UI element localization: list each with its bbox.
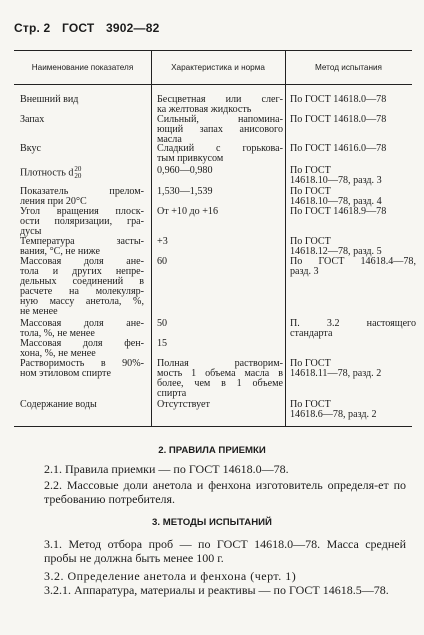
row-spec: Бесцветная или слег- ка желтовая жидкость [157, 94, 283, 115]
table-bottom-rule [14, 426, 412, 427]
section-3-paragraph-3: 3.2.1. Аппаратура, материалы и реактивы — по ГОСТ 14618.5—78. [44, 583, 389, 597]
row-spec: 60 [157, 256, 168, 267]
row-name: Растворимость в 90%- ном этиловом спирте [20, 358, 144, 379]
row-name: Температура заcты- вания, °С, не ниже [20, 236, 144, 257]
row-name: Массовая доля ане- тола и других непре- дельных соединений в расчете на молекуляр- ную массу анетола, %, не менее [20, 256, 144, 317]
column-header-spec: Характеристика и норма [171, 63, 265, 72]
row-method: По ГОСТ 14618.9—78 [290, 206, 387, 217]
row-spec: Сладкий с горькова- тым привкусом [157, 143, 283, 164]
row-name: Массовая доля ане- тола, %, не менее [20, 318, 144, 339]
row-method: По ГОСТ 14618.12—78, разд. 5 [290, 236, 382, 257]
row-name: Массовая доля фен- хона, %, не менее [20, 338, 144, 359]
row-spec: Сильный, напомина- ющий запах анисового масла [157, 114, 283, 145]
row-spec: От +10 до +16 [157, 206, 219, 217]
standard-label: ГОСТ [61, 21, 95, 35]
row-method: По ГОСТ 14618.6—78, разд. 2 [290, 399, 377, 420]
row-spec: 50 [157, 318, 168, 329]
row-method: По ГОСТ 14618.10—78, разд. 4 [290, 186, 382, 207]
row-name: Запах [20, 114, 45, 125]
row-name: Содержание воды [20, 399, 97, 410]
row-method: По ГОСТ 14618.0—78 [290, 114, 387, 125]
standard-number: 3902—82 [106, 21, 160, 35]
column-divider-1 [151, 50, 152, 426]
row-method: По ГОСТ 14618.0—78 [290, 94, 387, 105]
page-header [14, 21, 167, 35]
section-3-paragraph-1: 3.1. Метод отбора проб — по ГОСТ 14618.0—78. Масса средней пробы не должна быть менее 100 г. [44, 537, 406, 565]
row-method: По ГОСТ 14618.4—78, разд. 3 [290, 256, 416, 277]
column-divider-2 [285, 50, 286, 426]
row-method: По ГОСТ 14618.10—78, разд. 3 [290, 165, 382, 186]
row-method: По ГОСТ 14616.0—78 [290, 143, 387, 154]
table-top-rule [14, 50, 412, 51]
row-name: Угол вращения плоск- ости поляризации, гра- дусы [20, 206, 144, 237]
row-name: Внешний вид [20, 94, 79, 105]
column-header-name: Наименование показателя [31, 63, 134, 72]
row-spec: 1,530—1,539 [157, 186, 213, 197]
section-3-paragraph-2: 3.2. Определение анетола и фенхона (черт. 1) [44, 569, 297, 583]
row-spec: 0,960—0,980 [157, 165, 213, 176]
column-header-method: Метод испытания [314, 63, 382, 72]
row-spec: 15 [157, 338, 168, 349]
row-spec: Полная растворим- мость 1 объема масла в более, чем в 1 объеме спирта [157, 358, 283, 399]
row-method: П. 3.2 настоящего стандарта [290, 318, 416, 339]
row-name: Показатель прелом- ления при 20°С [20, 186, 144, 207]
row-spec: Отсутствует [157, 399, 210, 410]
row-name: Плотность d 20 20 [20, 165, 82, 180]
section-3-title: 3. МЕТОДЫ ИСПЫТАНИЙ [152, 517, 272, 528]
table-head-rule [14, 84, 412, 85]
row-method: По ГОСТ 14618.11—78, разд. 2 [290, 358, 382, 379]
section-2-paragraph-2: 2.2. Массовые доли анетола и фенхона изготовитель определя-ет по требованию потребителя. [44, 478, 406, 506]
row-spec: +3 [157, 236, 168, 247]
section-2-title: 2. ПРАВИЛА ПРИЕМКИ [158, 445, 266, 456]
page-number: Стр. 2 [14, 21, 51, 35]
section-2-paragraph-1: 2.1. Правила приемки — по ГОСТ 14618.0—78. [44, 462, 289, 476]
row-name: Вкус [20, 143, 42, 154]
